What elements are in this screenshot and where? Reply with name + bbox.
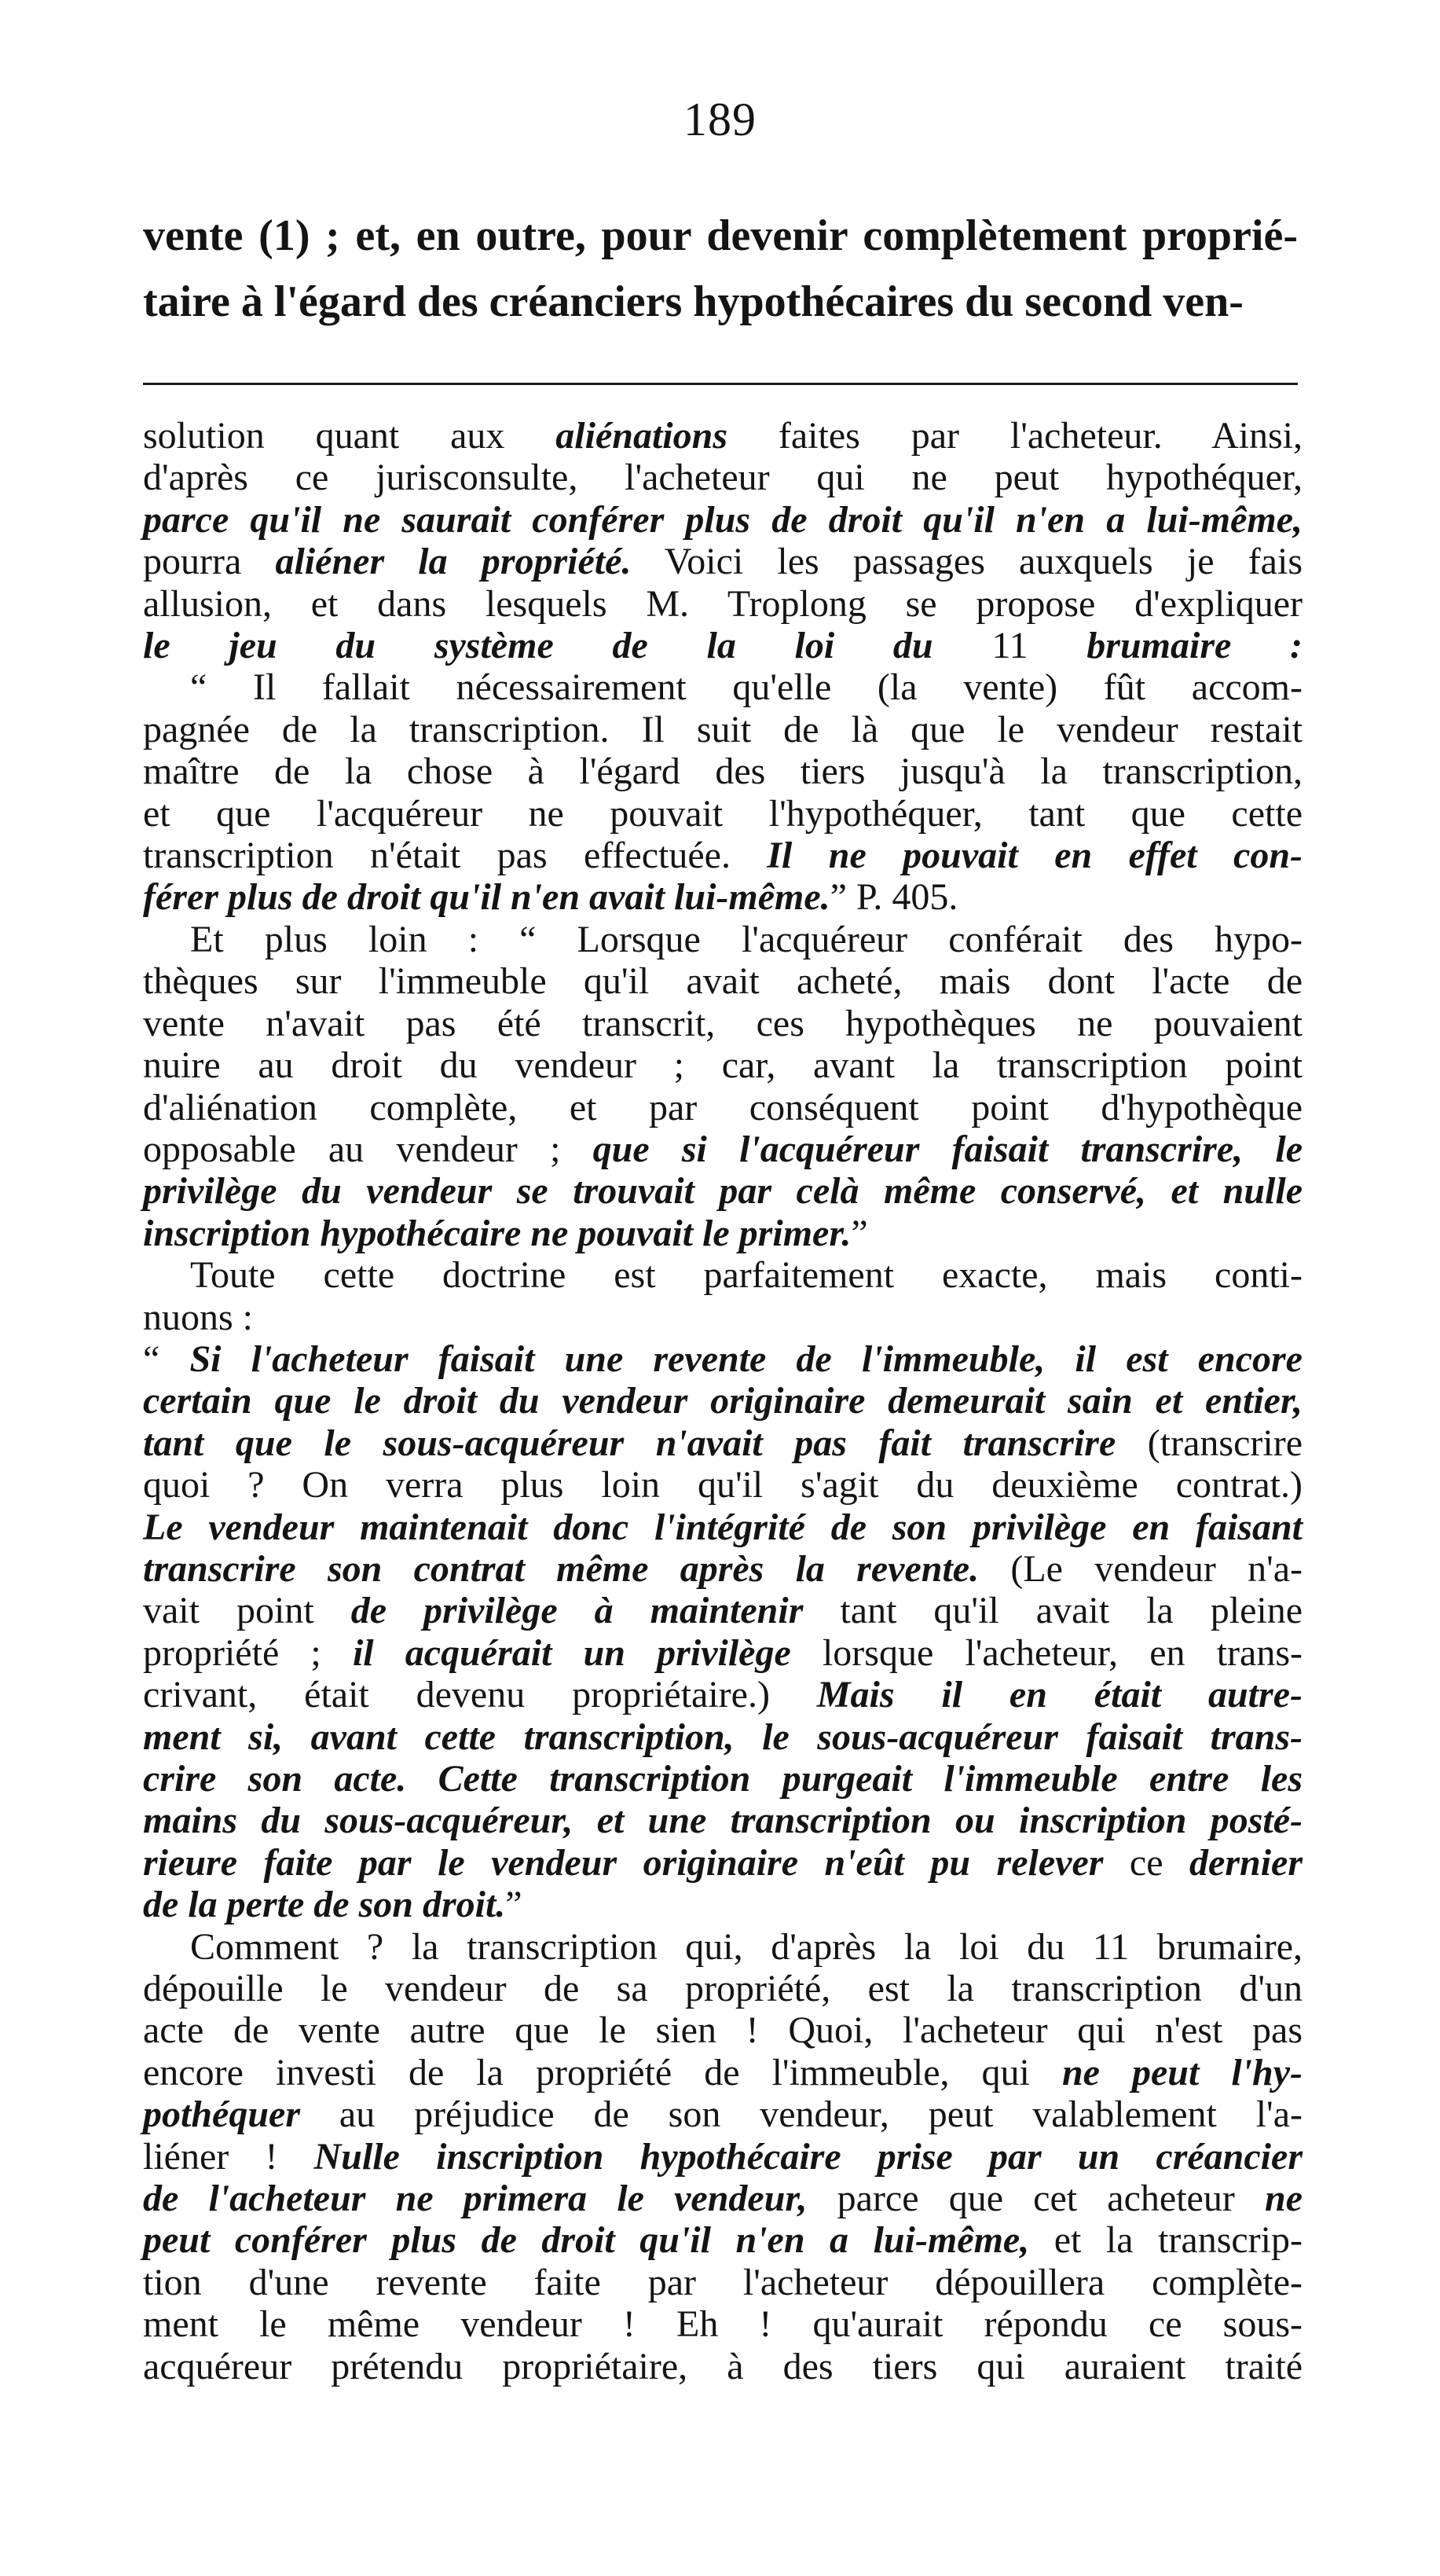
footnote-line xyxy=(143,2303,1303,2345)
text-run: faites par l'acheteur. Ainsi, xyxy=(727,415,1303,457)
footnote-line xyxy=(143,1422,1303,1464)
footnote-line xyxy=(143,2093,1303,2135)
text-run: propriété ; xyxy=(143,1631,353,1674)
footnote-line xyxy=(143,499,1303,541)
italic-text-run: il acquérait un privilège xyxy=(352,1631,791,1674)
footnote-line xyxy=(143,583,1303,625)
italic-text-run: rieure faite par le vendeur originaire n'eût pu relever xyxy=(143,1841,1104,1884)
footnote-line xyxy=(143,919,1303,960)
text-run: ment le même vendeur ! Eh ! qu'aurait répondu ce sous- xyxy=(143,2303,1303,2346)
text-run: d'après ce jurisconsulte, l'acheteur qui ne peut hypothéquer, xyxy=(143,457,1303,499)
italic-text-run: transcrire son contrat même après la revente. xyxy=(143,1547,980,1590)
text-run: transcription n'était pas effectuée. xyxy=(143,835,768,877)
footnote-line xyxy=(143,1170,1303,1212)
page-number: 189 xyxy=(683,94,757,145)
italic-text-run: Le vendeur maintenait donc l'intégrité de son privilège en faisant xyxy=(143,1506,1303,1548)
text-run: Voici les passages auxquels je fais xyxy=(631,541,1303,583)
footnote-line xyxy=(143,1003,1303,1044)
text-run: maître de la chose à l'égard des tiers jusqu'à la transcription, xyxy=(143,750,1303,793)
italic-text-run: inscription hypothécaire ne pouvait le primer. xyxy=(143,1212,852,1254)
footnote-line xyxy=(143,1758,1303,1800)
italic-text-run: dernier xyxy=(1189,1841,1303,1884)
footnote-line xyxy=(143,1506,1303,1548)
text-run: et la transcrip- xyxy=(1029,2219,1303,2262)
text-run: encore investi de la propriété de l'immeuble, qui xyxy=(143,2051,1062,2093)
footnote-line xyxy=(143,1380,1303,1422)
text-run: (Le vendeur n'a- xyxy=(979,1547,1303,1590)
text-run: parce que cet acheteur xyxy=(807,2178,1266,2220)
footnote-line xyxy=(143,1632,1303,1674)
text-run: tant qu'il avait la pleine xyxy=(803,1590,1303,1632)
footnote-line xyxy=(143,1674,1303,1715)
italic-text-run: crire son acte. xyxy=(143,1758,407,1800)
text-run xyxy=(406,1758,438,1800)
text-run: Toute cette doctrine est parfaitement exacte, mais conti- xyxy=(190,1254,1303,1297)
italic-text-run: certain que le droit du vendeur originaire demeurait sain et entier, xyxy=(143,1380,1303,1422)
text-run: 11 xyxy=(991,625,1028,667)
footnote-line xyxy=(143,457,1303,498)
italic-text-run: Cette transcription purgeait l'immeuble entre les xyxy=(438,1758,1303,1800)
italic-text-run: le jeu du système de la loi du xyxy=(143,625,992,667)
footnote-line xyxy=(143,1044,1303,1086)
footnote-line xyxy=(143,1968,1303,2009)
italic-text-run: ment si, avant cette transcription, le sous-acquéreur faisait trans- xyxy=(143,1715,1303,1758)
italic-text-run: Il ne pouvait en effet con- xyxy=(767,835,1303,877)
footnote-line xyxy=(143,1590,1303,1631)
italic-text-run: Mais il en était autre- xyxy=(816,1674,1303,1716)
text-run: lorsque l'acheteur, en trans- xyxy=(790,1631,1303,1674)
footnote-separator-rule xyxy=(143,383,1298,385)
text-run: ” xyxy=(851,1212,868,1254)
italic-text-run: de la perte de son droit. xyxy=(143,1884,506,1926)
text-run: pourra xyxy=(143,541,276,583)
text-run: tion d'une revente faite par l'acheteur dépouillera complète- xyxy=(143,2261,1303,2303)
footnote-line xyxy=(143,415,1303,457)
footnote-line xyxy=(143,1926,1303,1968)
main-text-line: taire à l'égard des créanciers hypothécaires du second ven- xyxy=(143,277,1244,326)
footnote-line xyxy=(143,541,1303,582)
footnote-line xyxy=(143,1464,1303,1506)
italic-text-run: brumaire : xyxy=(1028,625,1303,667)
italic-text-run: ne xyxy=(1265,2178,1303,2220)
text-run: thèques sur l'immeuble qu'il avait acheté, mais dont l'acte de xyxy=(143,960,1303,1003)
italic-text-run: Si l'acheteur faisait une revente de l'immeuble, il est encore xyxy=(189,1338,1303,1380)
text-run: et que l'acquéreur ne pouvait l'hypothéquer, tant que cette xyxy=(143,792,1303,835)
italic-text-run: mains du sous-acquéreur, et une transcription ou inscription posté- xyxy=(143,1800,1303,1842)
footnote-line xyxy=(143,1842,1303,1884)
footnote-line xyxy=(143,750,1303,792)
text-run: solution quant aux xyxy=(143,415,556,457)
footnote-line xyxy=(143,1213,1303,1254)
text-run: opposable au vendeur ; xyxy=(143,1128,593,1170)
footnote-line xyxy=(143,2346,1303,2387)
footnote-line xyxy=(143,2009,1303,2051)
italic-text-run: de privilège à maintenir xyxy=(350,1590,804,1632)
footnote-line xyxy=(143,666,1303,708)
italic-text-run: pothéquer xyxy=(143,2093,301,2136)
footnote-line xyxy=(143,709,1303,750)
footnote-line xyxy=(143,1128,1303,1170)
italic-text-run: tant que le sous-acquéreur n'avait pas fait transcrire xyxy=(143,1422,1116,1464)
footnote-line xyxy=(143,2136,1303,2178)
footnote-line xyxy=(143,2178,1303,2219)
text-run: nuons : xyxy=(143,1296,254,1338)
footnote-line xyxy=(143,1800,1303,1841)
text-run: crivant, était devenu propriétaire.) xyxy=(143,1674,817,1716)
italic-text-run: que si l'acquéreur faisait transcrire, le xyxy=(592,1128,1303,1170)
text-run: pagnée de la transcription. Il suit de là que le vendeur restait xyxy=(143,708,1303,750)
text-run: liéner ! xyxy=(143,2135,314,2178)
italic-text-run: privilège du vendeur se trouvait par celà même conservé, et nulle xyxy=(143,1170,1303,1213)
text-run: vait point xyxy=(143,1590,351,1632)
text-run: acquéreur prétendu propriétaire, à des tiers qui auraient traité xyxy=(143,2345,1303,2387)
footnote-line xyxy=(143,1716,1303,1758)
footnote-line xyxy=(143,960,1303,1002)
text-run: ce xyxy=(1103,1841,1190,1884)
italic-text-run: parce qu'il ne saurait conférer plus de droit qu'il n'en a lui-même, xyxy=(143,498,1303,541)
footnote-line xyxy=(143,2219,1303,2261)
italic-text-run: aliéner la propriété. xyxy=(275,541,632,583)
text-run: “ Il fallait nécessairement qu'elle (la vente) fût accom- xyxy=(190,666,1303,709)
text-run: quoi ? On verra plus loin qu'il s'agit du deuxième contrat.) xyxy=(143,1464,1303,1506)
footnote-line xyxy=(143,876,1303,918)
footnote-line xyxy=(143,1254,1303,1296)
main-text-line: vente (1) ; et, en outre, pour devenir complètement proprié- xyxy=(143,211,1298,260)
text-run: Comment ? la transcription qui, d'après la loi du 11 brumaire, xyxy=(190,1925,1303,1968)
footnote-line xyxy=(143,1548,1303,1590)
text-run: (transcrire xyxy=(1116,1422,1303,1464)
italic-text-run: ne peut l'hy- xyxy=(1061,2051,1303,2093)
text-run: acte de vente autre que le sien ! Quoi, l'acheteur qui n'est pas xyxy=(143,2009,1303,2052)
footnote-line xyxy=(143,1087,1303,1128)
italic-text-run: aliénations xyxy=(555,415,727,457)
italic-text-run: de l'acheteur ne primera le vendeur, xyxy=(143,2178,808,2220)
text-run: vente n'avait pas été transcrit, ces hypothèques ne pouvaient xyxy=(143,1002,1303,1044)
text-run: au préjudice de son vendeur, peut valablement l'a- xyxy=(300,2093,1303,2136)
text-run: nuire au droit du vendeur ; car, avant la transcription point xyxy=(143,1044,1303,1087)
text-run: Et plus loin : “ Lorsque l'acquéreur conférait des hypo- xyxy=(190,918,1303,960)
text-run: d'aliénation complète, et par conséquent point d'hypothèque xyxy=(143,1086,1303,1128)
italic-text-run: férer plus de droit qu'il n'en avait lui-même. xyxy=(143,876,830,919)
italic-text-run: peut conférer plus de droit qu'il n'en a lui-même, xyxy=(143,2219,1030,2262)
text-run: dépouille le vendeur de sa propriété, est la transcription d'un xyxy=(143,1968,1303,2010)
footnote-line xyxy=(143,1884,1303,1925)
footnote-line xyxy=(143,2262,1303,2303)
text-run: ” P. 405. xyxy=(830,876,958,919)
footnote-line xyxy=(143,1297,1303,1338)
text-run: “ xyxy=(143,1338,190,1380)
footnote-line xyxy=(143,1338,1303,1380)
footnote-line xyxy=(143,835,1303,876)
text-run: ” xyxy=(505,1884,522,1926)
footnote-text xyxy=(143,415,1303,2387)
italic-text-run: Nulle inscription hypothécaire prise par un créancier xyxy=(313,2135,1303,2178)
main-text xyxy=(143,203,1298,335)
footnote-line xyxy=(143,793,1303,835)
text-run: allusion, et dans lesquels M. Troplong se propose d'expliquer xyxy=(143,582,1303,625)
footnote-line xyxy=(143,625,1303,666)
footnote-line xyxy=(143,2052,1303,2093)
